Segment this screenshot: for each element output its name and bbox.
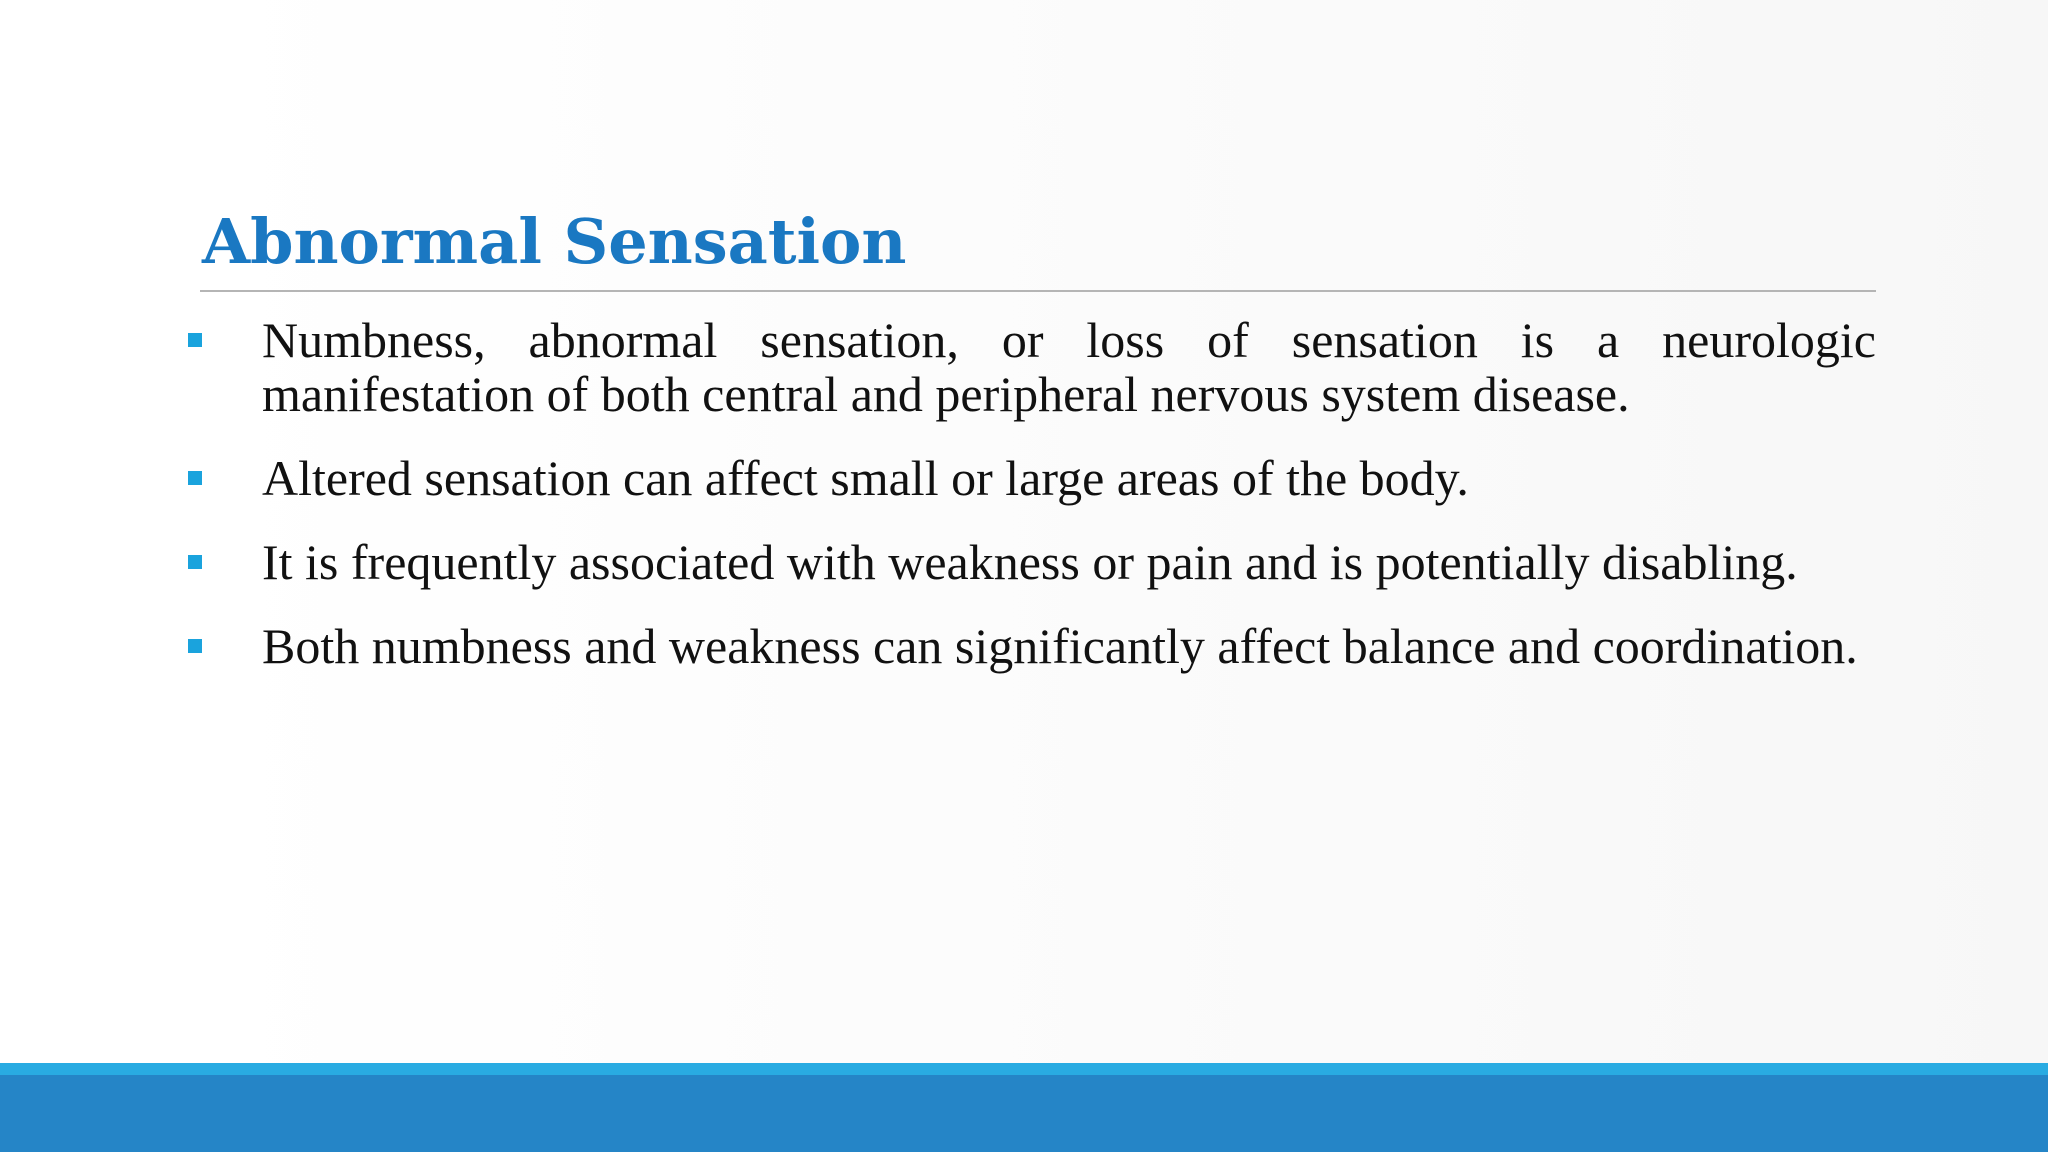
square-bullet-icon xyxy=(188,333,202,347)
square-bullet-icon xyxy=(188,639,202,653)
bullet-list xyxy=(186,313,1876,703)
title-divider xyxy=(200,290,1876,292)
bullet-text: Both numbness and weakness can significantly affect balance and coordination. xyxy=(262,618,1858,674)
bullet-text: It is frequently associated with weakness or pain and is potentially disabling. xyxy=(262,534,1798,590)
square-bullet-icon xyxy=(188,471,202,485)
slide-title: Abnormal Sensation xyxy=(202,205,907,278)
bullet-item xyxy=(186,535,1876,589)
footer-accent-stripe xyxy=(0,1063,2048,1075)
bullet-item xyxy=(186,619,1876,673)
bullet-item xyxy=(186,313,1876,421)
bullet-text: Numbness, abnormal sensation, or loss of sensation is a neurologic manifestation of both central and peripheral nervous system disease. xyxy=(262,312,1876,422)
bullet-text: Altered sensation can affect small or large areas of the body. xyxy=(262,450,1469,506)
footer-bar xyxy=(0,1075,2048,1152)
bullet-item xyxy=(186,451,1876,505)
square-bullet-icon xyxy=(188,555,202,569)
